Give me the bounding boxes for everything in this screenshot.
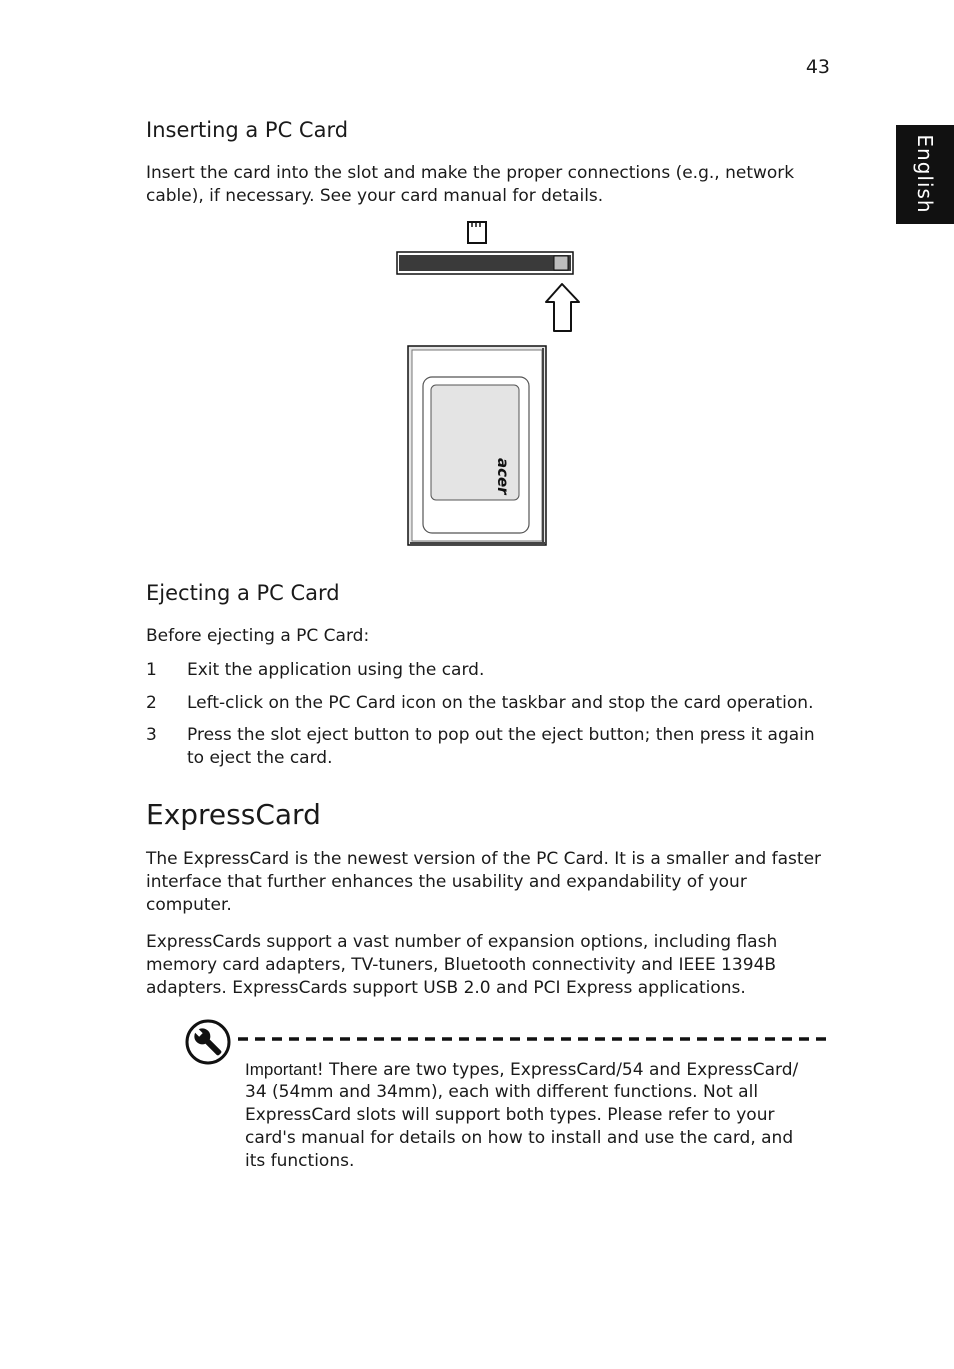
expresscard-para1-line: The ExpressCard is the newest version of the PC Card. It is a smaller and faster — [146, 849, 822, 869]
note-line-rest: ! There are two types, ExpressCard/54 and ExpressCard/ — [316, 1060, 799, 1080]
step-number: 1 — [146, 660, 157, 680]
pc-card — [408, 346, 546, 545]
note-line — [245, 1058, 825, 1082]
inserting-paragraph-line-2: cable), if necessary. See your card manual for details. — [146, 186, 604, 206]
step-number: 2 — [146, 693, 157, 713]
step-text: Exit the application using the card. — [187, 660, 485, 680]
language-tab — [896, 125, 954, 224]
inserting-paragraph-line-1: Insert the card into the slot and make the proper connections (e.g., network — [146, 163, 795, 183]
step-text-continued: to eject the card. — [187, 748, 333, 768]
step-text: Press the slot eject button to pop out the eject button; then press it again — [187, 725, 815, 745]
expresscard-para2-line: ExpressCards support a vast number of expansion options, including flash — [146, 932, 778, 952]
expresscard-para2-line: adapters. ExpressCards support USB 2.0 and PCI Express applications. — [146, 978, 746, 998]
expresscard-para1-line: computer. — [146, 895, 232, 915]
pc-card-slot-icon — [468, 222, 486, 243]
inserting-heading: Inserting a PC Card — [146, 118, 349, 142]
card-logo: acer — [494, 458, 512, 495]
ejecting-heading: Ejecting a PC Card — [146, 581, 340, 605]
step-text: Left-click on the PC Card icon on the taskbar and stop the card operation. — [187, 693, 814, 713]
pc-card-insertion-illustration — [390, 212, 590, 552]
note-divider — [238, 1035, 828, 1043]
note-line: 34 (54mm and 34mm), each with different functions. Not all — [245, 1082, 759, 1102]
up-arrow-icon — [546, 284, 579, 331]
expresscard-heading: ExpressCard — [146, 798, 321, 831]
note-line: card's manual for details on how to install and use the card, and — [245, 1128, 794, 1148]
note-label: Important — [245, 1060, 317, 1079]
wrench-icon — [184, 1018, 232, 1066]
ejecting-intro: Before ejecting a PC Card: — [146, 626, 370, 646]
pc-card-slot — [397, 252, 573, 274]
expresscard-para2-line: memory card adapters, TV-tuners, Bluetooth connectivity and IEEE 1394B — [146, 955, 777, 975]
expresscard-para1-line: interface that further enhances the usability and expandability of your — [146, 872, 747, 892]
note-line: ExpressCard slots will support both types. Please refer to your — [245, 1105, 775, 1125]
step-number: 3 — [146, 725, 157, 745]
page-number: 43 — [805, 56, 830, 78]
language-tab-label: English — [913, 134, 937, 214]
note-line: its functions. — [245, 1151, 355, 1171]
